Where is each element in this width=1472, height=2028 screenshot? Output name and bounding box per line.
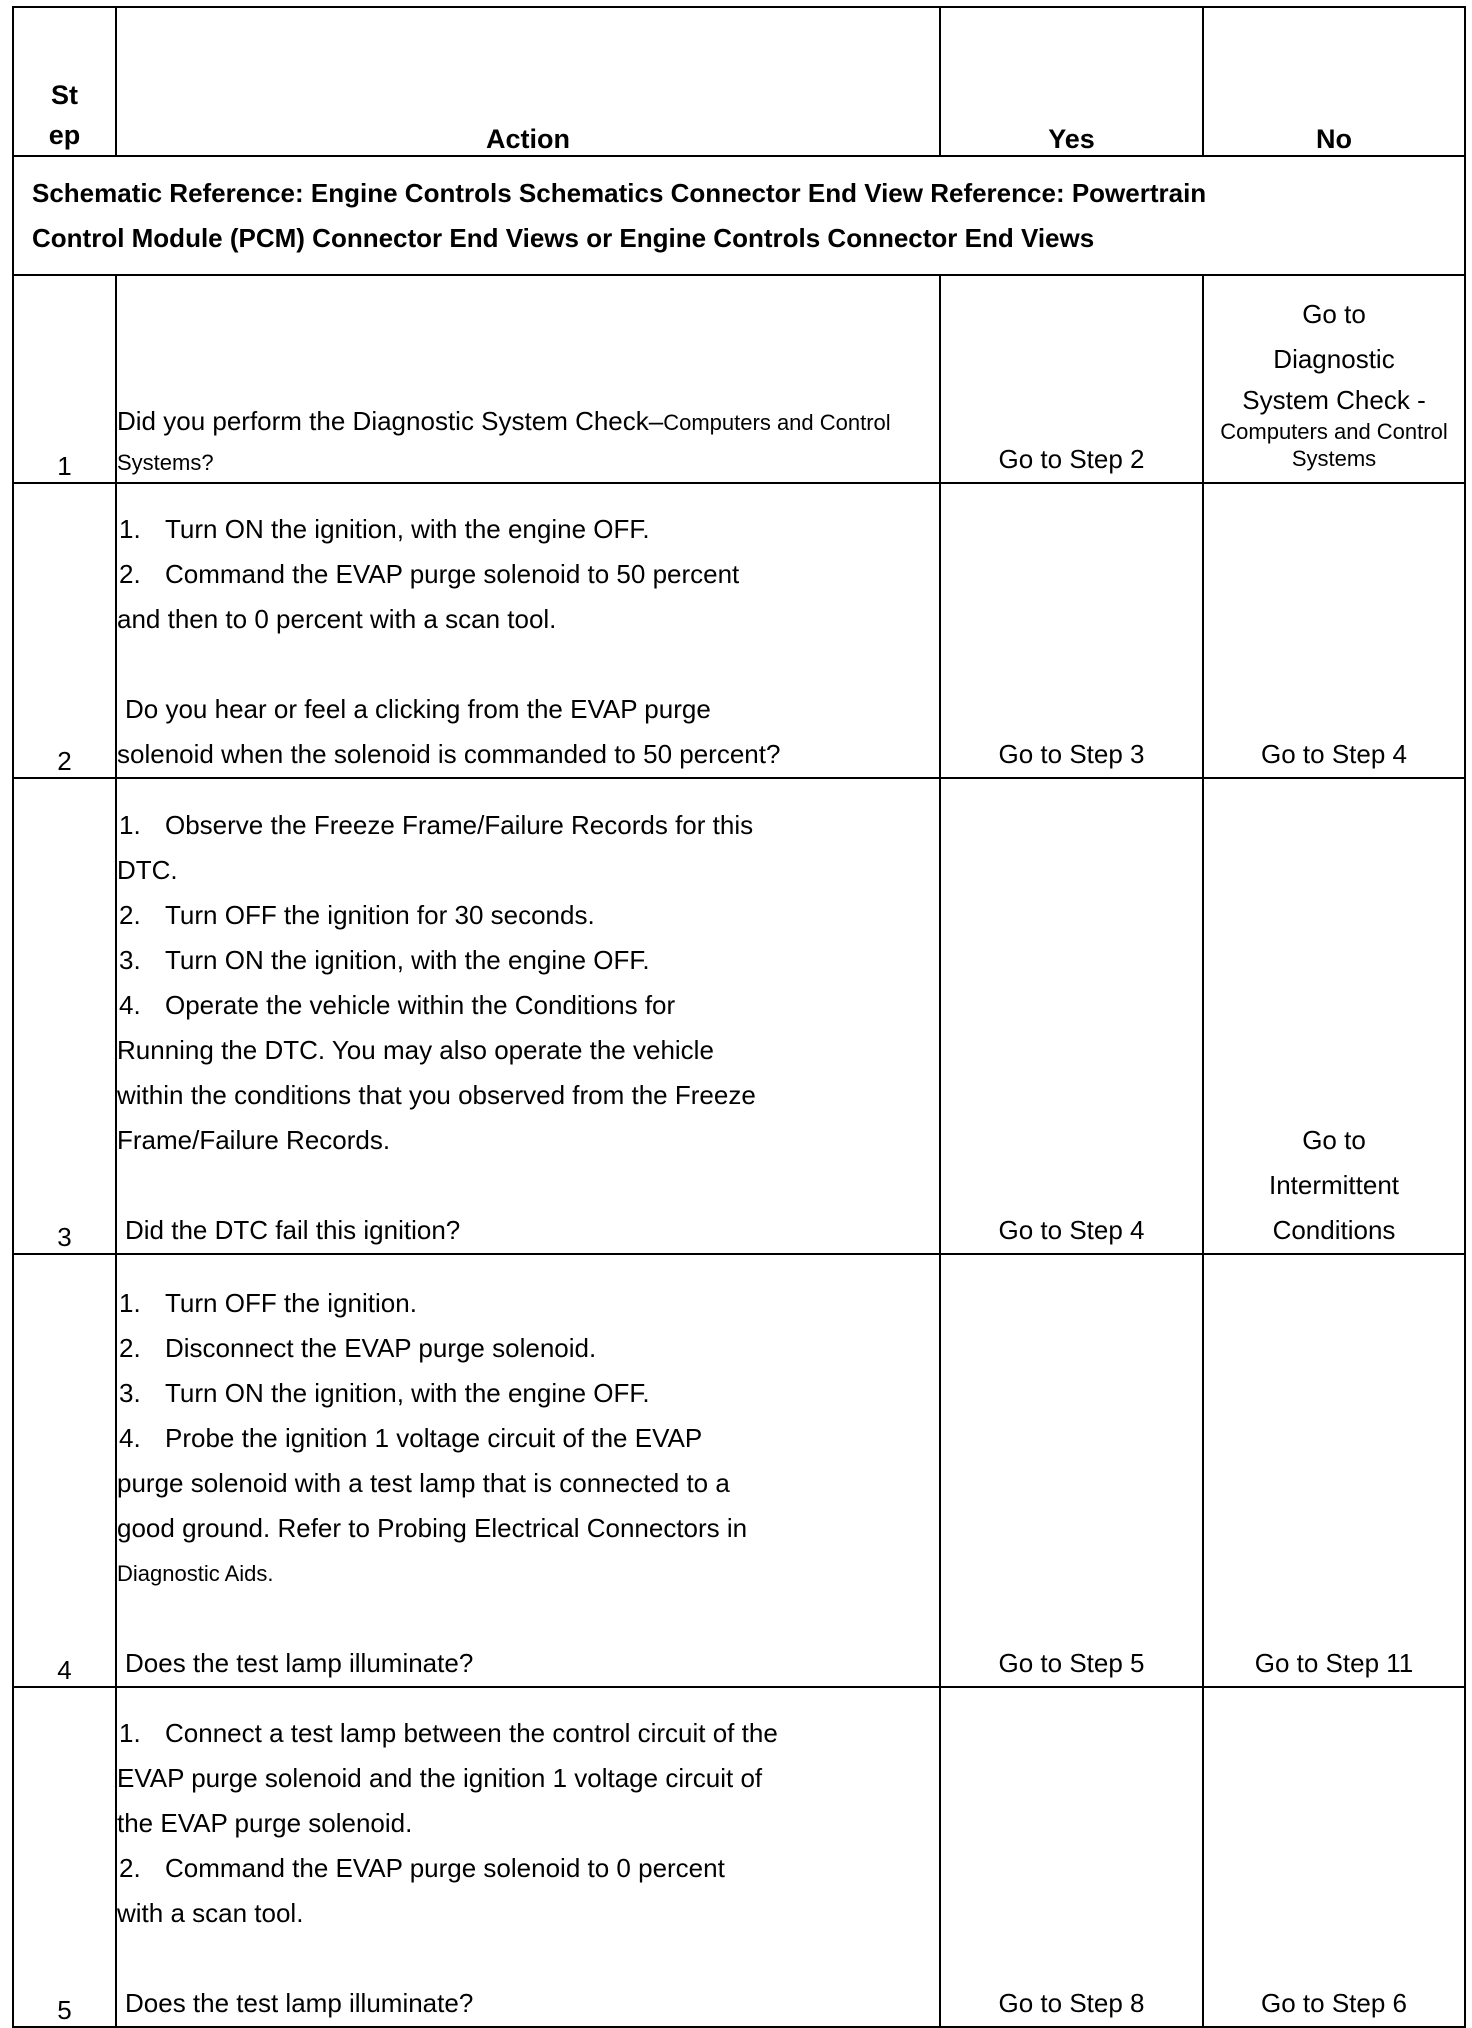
item-number: 4. xyxy=(119,1423,141,1453)
item-number: 2. xyxy=(119,900,141,930)
item-number: 1. xyxy=(119,810,141,840)
action-item-continued: the EVAP purge solenoid. xyxy=(117,1808,413,1838)
item-text: Turn ON the ignition, with the engine OFF. xyxy=(165,1378,650,1408)
action-text: Did you perform the Diagnostic System Check– xyxy=(117,406,664,436)
item-number: 2. xyxy=(119,559,141,589)
action-item-continued: Frame/Failure Records. xyxy=(117,1125,391,1155)
item-number: 2. xyxy=(119,1333,141,1363)
item-text: Operate the vehicle within the Conditions for xyxy=(165,990,676,1020)
item-number: 3. xyxy=(119,945,141,975)
action-question: Does the test lamp illuminate? xyxy=(125,1988,474,2018)
schematic-reference xyxy=(13,156,1465,275)
action-item-continued: Running the DTC. You may also operate the vehicle xyxy=(117,1035,714,1065)
item-text: Disconnect the EVAP purge solenoid. xyxy=(165,1333,597,1363)
no-line: Intermittent xyxy=(1268,1170,1400,1200)
item-text: Observe the Freeze Frame/Failure Records for this xyxy=(165,810,754,840)
action-item-continued: good ground. Refer to Probing Electrical Connectors in xyxy=(117,1513,748,1543)
reference-line1: Schematic Reference: Engine Controls Schematics Connector End View Reference: Powertrain xyxy=(32,177,1207,208)
step-number: 5 xyxy=(13,1687,116,2027)
item-number: 1. xyxy=(119,514,141,544)
action-item-continued-small: Diagnostic Aids. xyxy=(117,1561,274,1586)
item-text: Connect a test lamp between the control circuit of the xyxy=(165,1718,778,1748)
action-item xyxy=(117,1371,939,1416)
action-text-small: Computers and Control Systems? xyxy=(117,410,891,475)
table-row xyxy=(13,1254,1465,1687)
action-item xyxy=(117,1711,939,1756)
action-question: Does the test lamp illuminate? xyxy=(125,1648,474,1678)
item-number: 4. xyxy=(119,990,141,1020)
header-step xyxy=(13,7,116,156)
item-text: Turn OFF the ignition for 30 seconds. xyxy=(165,900,595,930)
diagnostic-table xyxy=(12,6,1466,2028)
item-text: Command the EVAP purge solenoid to 0 percent xyxy=(165,1853,725,1883)
table-row xyxy=(13,1687,1465,2027)
header-step-line2: ep xyxy=(48,120,81,150)
action-item xyxy=(117,1416,939,1461)
action-question xyxy=(117,687,939,777)
action-item xyxy=(117,938,939,983)
header-step-line1: St xyxy=(51,80,78,110)
item-text: Turn ON the ignition, with the engine OFF. xyxy=(165,945,650,975)
action-item-continued: EVAP purge solenoid and the ignition 1 voltage circuit of xyxy=(117,1763,763,1793)
question-line: solenoid when the solenoid is commanded to 50 percent? xyxy=(117,739,781,769)
reference-line2: Control Module (PCM) Connector End Views or Engine Controls Connector End Views xyxy=(32,222,1095,253)
yes-cell: Go to Step 4 xyxy=(940,778,1203,1254)
no-line: Go to xyxy=(1302,299,1366,329)
schematic-reference-row xyxy=(13,156,1465,275)
no-line: Diagnostic xyxy=(1273,344,1395,374)
step-number: 4 xyxy=(13,1254,116,1687)
item-number: 1. xyxy=(119,1718,141,1748)
item-number: 1. xyxy=(119,1288,141,1318)
action-cell xyxy=(116,778,940,1254)
item-number: 2. xyxy=(119,1853,141,1883)
yes-cell: Go to Step 8 xyxy=(940,1687,1203,2027)
action-item xyxy=(117,1281,939,1326)
action-item-continued: DTC. xyxy=(117,855,178,885)
item-text: Turn ON the ignition, with the engine OFF. xyxy=(165,514,650,544)
header-no: No xyxy=(1203,7,1465,156)
yes-cell: Go to Step 5 xyxy=(940,1254,1203,1687)
action-item xyxy=(117,1846,939,1891)
table-header-row xyxy=(13,7,1465,156)
action-item xyxy=(117,552,939,597)
step-number: 1 xyxy=(13,275,116,483)
no-line: System Check - xyxy=(1242,385,1426,415)
no-line: Go to xyxy=(1302,1125,1366,1155)
action-cell xyxy=(116,1254,940,1687)
table-row xyxy=(13,483,1465,778)
action-item-continued: and then to 0 percent with a scan tool. xyxy=(117,604,557,634)
item-text: Probe the ignition 1 voltage circuit of the EVAP xyxy=(165,1423,703,1453)
item-number: 3. xyxy=(119,1378,141,1408)
header-action: Action xyxy=(116,7,940,156)
action-item xyxy=(117,507,939,552)
header-yes: Yes xyxy=(940,7,1203,156)
table-row xyxy=(13,778,1465,1254)
no-line: Conditions xyxy=(1272,1215,1396,1245)
action-cell xyxy=(116,275,940,483)
action-question: Did the DTC fail this ignition? xyxy=(125,1215,461,1245)
step-number: 3 xyxy=(13,778,116,1254)
action-item xyxy=(117,1326,939,1371)
step-number: 2 xyxy=(13,483,116,778)
question-line: Do you hear or feel a clicking from the EVAP purge xyxy=(125,694,711,724)
action-item-continued: purge solenoid with a test lamp that is connected to a xyxy=(117,1468,730,1498)
yes-cell: Go to Step 3 xyxy=(940,483,1203,778)
action-item xyxy=(117,803,939,848)
no-cell: Go to Step 11 xyxy=(1203,1254,1465,1687)
item-text: Command the EVAP purge solenoid to 50 percent xyxy=(165,559,740,589)
no-cell: Go to Step 6 xyxy=(1203,1687,1465,2027)
action-cell xyxy=(116,483,940,778)
item-text: Turn OFF the ignition. xyxy=(165,1288,417,1318)
action-item-continued: within the conditions that you observed from the Freeze xyxy=(117,1080,756,1110)
no-cell xyxy=(1203,275,1465,483)
action-item-continued: with a scan tool. xyxy=(117,1898,304,1928)
yes-cell: Go to Step 2 xyxy=(940,275,1203,483)
action-cell xyxy=(116,1687,940,2027)
no-line-small: Computers and Control Systems xyxy=(1220,419,1448,471)
no-cell xyxy=(1203,778,1465,1254)
action-item xyxy=(117,893,939,938)
action-item xyxy=(117,983,939,1028)
table-row xyxy=(13,275,1465,483)
no-cell: Go to Step 4 xyxy=(1203,483,1465,778)
